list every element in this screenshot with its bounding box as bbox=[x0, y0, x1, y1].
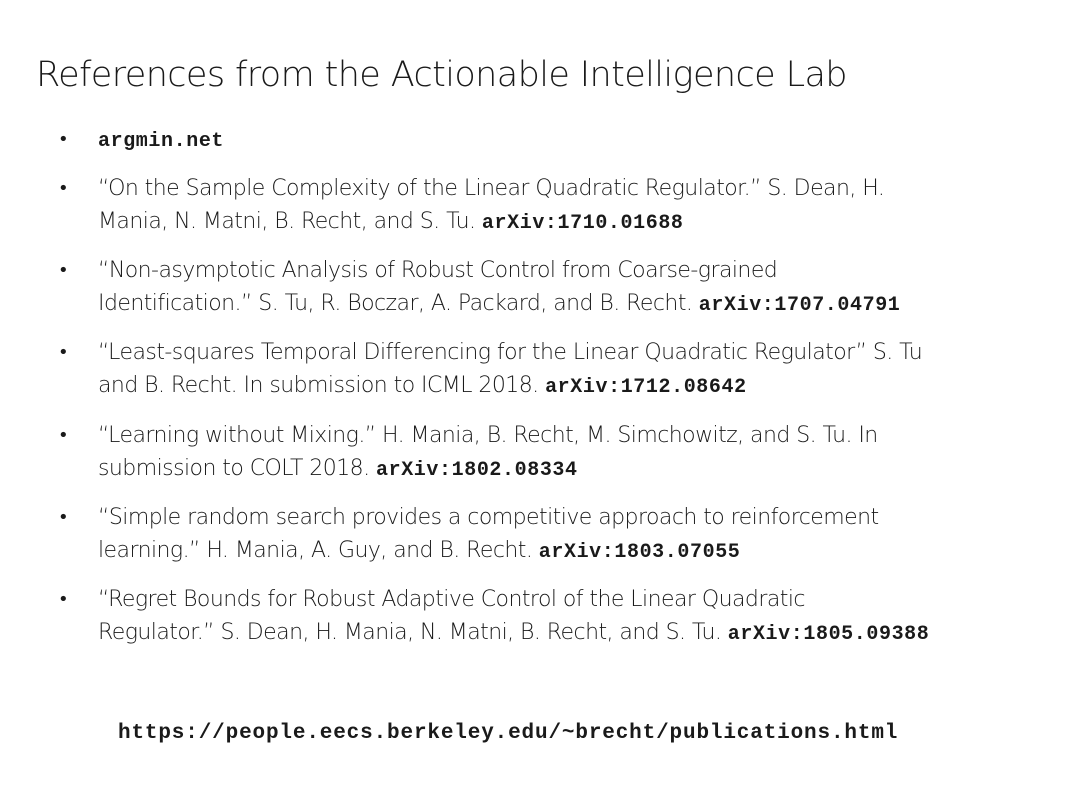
bullet-icon: • bbox=[58, 260, 69, 281]
arxiv-id[interactable]: arXiv:1803.07055 bbox=[538, 541, 741, 564]
reference-text bbox=[98, 123, 1038, 158]
citation-text: “Least-squares Temporal Differencing for the Linear Quadratic Regulator” S. Tu bbox=[98, 340, 923, 365]
citation-text: “Learning without Mixing.” H. Mania, B. Recht, M. Simchowitz, and S. Tu. In bbox=[98, 423, 878, 448]
bullet-icon: • bbox=[58, 589, 69, 610]
citation-text: submission to COLT 2018. bbox=[98, 456, 376, 481]
argmin-link[interactable]: argmin.net bbox=[98, 130, 225, 153]
reference-line bbox=[98, 205, 1038, 240]
reference-line bbox=[98, 501, 1038, 534]
reference-text bbox=[98, 172, 1038, 240]
reference-line bbox=[98, 616, 1038, 651]
reference-text bbox=[98, 583, 1038, 651]
reference-text bbox=[98, 254, 1038, 322]
arxiv-id[interactable]: arXiv:1707.04791 bbox=[698, 294, 901, 317]
bullet-icon: • bbox=[58, 129, 69, 150]
bullet-icon: • bbox=[58, 425, 69, 446]
arxiv-id[interactable]: arXiv:1805.09388 bbox=[727, 623, 930, 646]
slide-title: References from the Actionable Intelligence Lab bbox=[36, 55, 847, 95]
reference-line bbox=[98, 369, 1038, 404]
reference-line bbox=[98, 336, 1038, 369]
reference-text bbox=[98, 336, 1038, 404]
arxiv-id[interactable]: arXiv:1710.01688 bbox=[481, 212, 684, 235]
citation-text: and B. Recht. In submission to ICML 2018. bbox=[98, 373, 546, 398]
citation-text: “Simple random search provides a competitive approach to reinforcement bbox=[98, 505, 879, 530]
reference-text bbox=[98, 501, 1038, 569]
bullet-icon: • bbox=[58, 178, 69, 199]
bullet-icon: • bbox=[58, 342, 69, 363]
reference-line bbox=[98, 534, 1038, 569]
reference-line bbox=[98, 287, 1038, 322]
reference-line bbox=[98, 419, 1038, 452]
citation-text: “On the Sample Complexity of the Linear Quadratic Regulator.” S. Dean, H. bbox=[98, 176, 885, 201]
citation-text: learning.” H. Mania, A. Guy, and B. Recht. bbox=[98, 538, 539, 563]
publications-url[interactable]: https://people.eecs.berkeley.edu/~brecht/publications.html bbox=[118, 722, 899, 745]
arxiv-id[interactable]: arXiv:1712.08642 bbox=[545, 376, 747, 399]
citation-text: “Non-asymptotic Analysis of Robust Control from Coarse-grained bbox=[98, 258, 778, 283]
citation-text: Regulator.” S. Dean, H. Mania, N. Matni, B. Recht, and S. Tu. bbox=[98, 620, 728, 645]
arxiv-id[interactable]: arXiv:1802.08334 bbox=[376, 459, 578, 482]
reference-line bbox=[98, 172, 1038, 205]
reference-line bbox=[98, 254, 1038, 287]
reference-line bbox=[98, 452, 1038, 487]
citation-text: Identification.” S. Tu, R. Boczar, A. Packard, and B. Recht. bbox=[98, 291, 699, 316]
citation-text: “Regret Bounds for Robust Adaptive Control of the Linear Quadratic bbox=[98, 587, 805, 612]
citation-text: Mania, N. Matni, B. Recht, and S. Tu. bbox=[98, 209, 482, 234]
reference-text bbox=[98, 419, 1038, 487]
reference-line bbox=[98, 123, 1038, 158]
bullet-icon: • bbox=[58, 507, 69, 528]
reference-line bbox=[98, 583, 1038, 616]
